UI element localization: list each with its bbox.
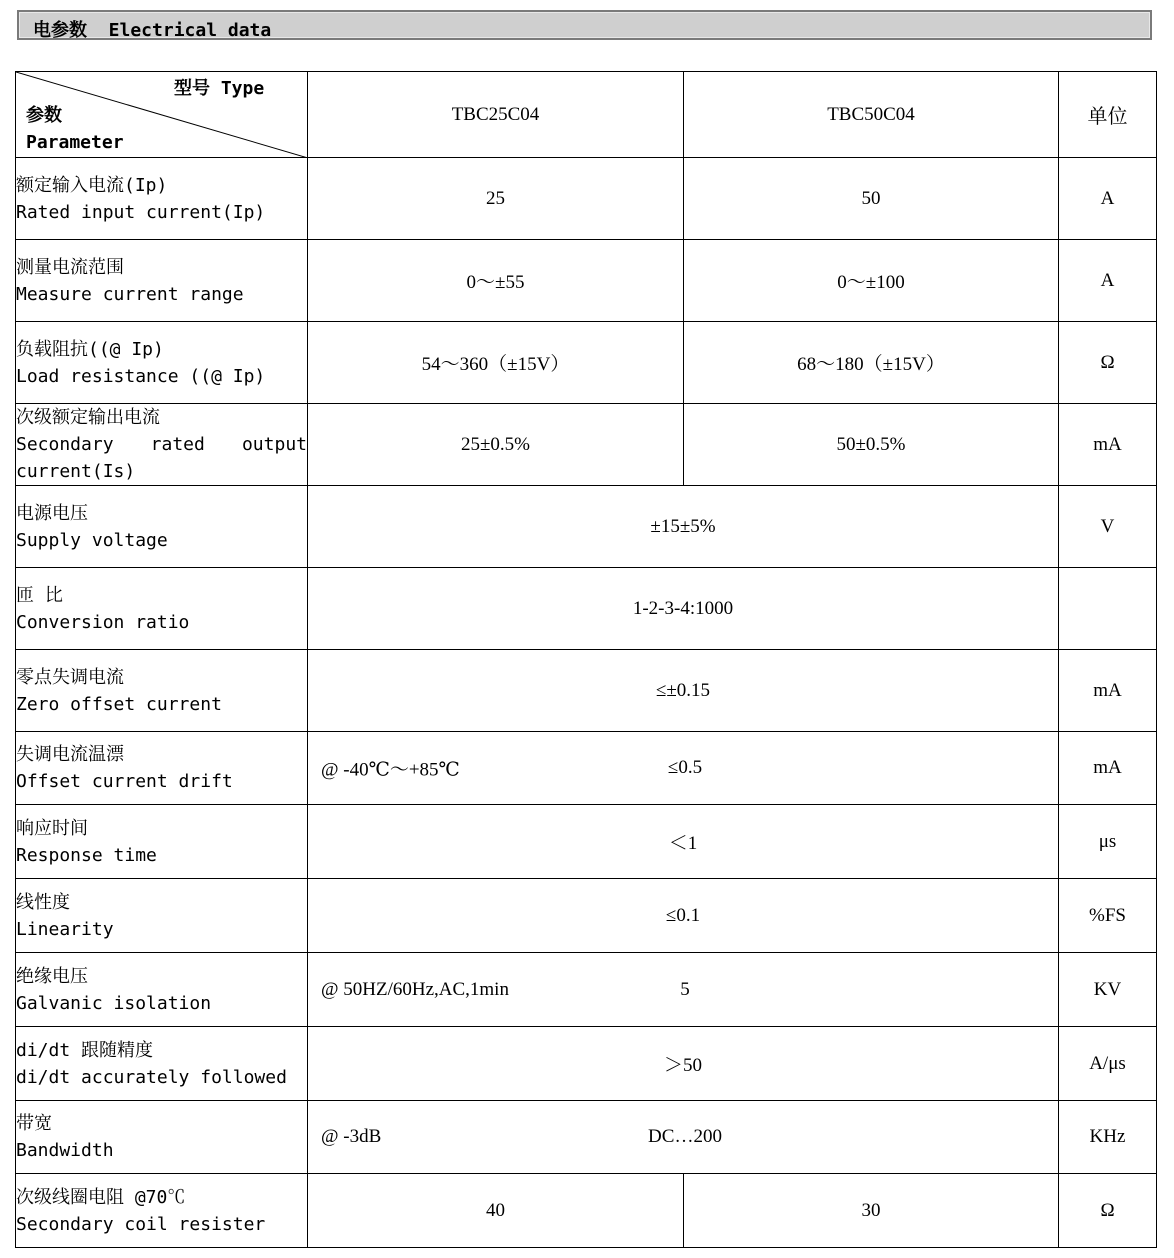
param-name-cn: 绝缘电压 [16, 965, 88, 987]
param-name-cn: 响应时间 [16, 817, 88, 839]
value-model-1: 25±0.5% [308, 404, 684, 486]
electrical-data-table [15, 71, 1157, 1248]
value-model-2: 0～±100 [684, 240, 1059, 322]
value-shared: ≤0.1 [308, 879, 1059, 953]
param-name-cn: 带宽 [16, 1113, 52, 1134]
value-shared: ≤±0.15 [308, 650, 1059, 732]
param-name-en: Measure current range [16, 283, 244, 305]
param-name-en: Load resistance ((@ Ip) [16, 365, 266, 387]
unit-header: 单位 [1059, 72, 1157, 158]
parameter-label [26, 102, 124, 156]
unit-cell: mA [1059, 732, 1157, 805]
value-shared: ＜1 [308, 805, 1059, 879]
unit-cell: Ω [1059, 322, 1157, 404]
parameter-label-en: Parameter [26, 132, 124, 153]
test-condition: @ -3dB [321, 1126, 382, 1147]
param-name-en: Offset current drift [16, 771, 233, 792]
param-name-en: Zero offset current [16, 693, 222, 715]
unit-cell: %FS [1059, 879, 1157, 953]
value-shared: ＞50 [308, 1027, 1059, 1101]
param-name-cn: 负载阻抗((@ Ip) [16, 338, 164, 360]
table-row [16, 322, 1157, 404]
header-diagonal-cell [16, 72, 308, 158]
unit-cell: A [1059, 240, 1157, 322]
model-header-1: TBC25C04 [308, 72, 684, 158]
param-name-cn: 额定输入电流(Ip) [16, 174, 168, 196]
unit-cell: V [1059, 486, 1157, 568]
value-model-1: 25 [308, 158, 684, 240]
unit-cell [1059, 568, 1157, 650]
param-name-en: di/dt accurately followed [16, 1066, 287, 1088]
unit-cell: Ω [1059, 1174, 1157, 1248]
param-name-en: Response time [16, 844, 157, 866]
param-name-en: Rated input current(Ip) [16, 201, 266, 223]
table-row [16, 1101, 1157, 1174]
value-model-1: 40 [308, 1174, 684, 1248]
param-name-cn: 匝 比 [16, 584, 63, 606]
table-row [16, 805, 1157, 879]
param-cell [16, 240, 308, 322]
param-name-en: Conversion ratio [16, 611, 190, 633]
value-model-2: 68～180（±15V） [684, 322, 1059, 404]
test-condition: @ -40℃～+85℃ [321, 759, 460, 781]
param-name-en: Supply voltage [16, 529, 168, 551]
param-name-cn: di/dt 跟随精度 [16, 1039, 154, 1061]
value-model-2: 30 [684, 1174, 1059, 1248]
unit-cell: μs [1059, 805, 1157, 879]
param-cell [16, 879, 308, 953]
value-model-1: 0～±55 [308, 240, 684, 322]
param-name-en: Linearity [16, 918, 114, 940]
table-header-row [16, 72, 1157, 158]
parameter-label-cn: 参数 [26, 105, 62, 126]
param-cell [16, 1027, 308, 1101]
unit-cell: A [1059, 158, 1157, 240]
type-label: 型号 Type [174, 78, 265, 99]
param-cell [16, 953, 308, 1027]
param-cell [16, 1174, 308, 1248]
param-name-cn: 零点失调电流 [16, 666, 124, 688]
param-name-en: Galvanic isolation [16, 992, 212, 1014]
value-text: DC…200 [648, 1126, 722, 1147]
table-row [16, 1027, 1157, 1101]
value-shared: 1-2-3-4:1000 [308, 568, 1059, 650]
model-header-2: TBC50C04 [684, 72, 1059, 158]
test-condition: @ 50HZ/60Hz,AC,1min [321, 978, 509, 1000]
table-row [16, 650, 1157, 732]
unit-cell: KHz [1059, 1101, 1157, 1174]
value-shared: ±15±5% [308, 486, 1059, 568]
param-name-cn: 次级额定输出电流 [16, 407, 160, 428]
param-name-en: Secondary coil resister [16, 1213, 266, 1235]
unit-cell: A/μs [1059, 1027, 1157, 1101]
table-row [16, 158, 1157, 240]
param-cell [16, 732, 308, 805]
table-row [16, 404, 1157, 486]
param-cell [16, 158, 308, 240]
param-cell [16, 404, 308, 486]
table-row [16, 486, 1157, 568]
value-text: 5 [680, 978, 690, 1000]
param-name-cn: 测量电流范围 [16, 256, 124, 278]
unit-cell: KV [1059, 953, 1157, 1027]
value-shared [308, 1101, 1059, 1174]
param-cell [16, 650, 308, 732]
table-row [16, 240, 1157, 322]
value-model-2: 50±0.5% [684, 404, 1059, 486]
table-row [16, 1174, 1157, 1248]
table-row [16, 953, 1157, 1027]
table-row [16, 568, 1157, 650]
param-name-cn: 失调电流温漂 [16, 744, 124, 765]
param-cell [16, 1101, 308, 1174]
value-model-1: 54～360（±15V） [308, 322, 684, 404]
value-model-2: 50 [684, 158, 1059, 240]
value-text: ≤0.5 [667, 757, 703, 778]
table-row [16, 879, 1157, 953]
unit-cell: mA [1059, 404, 1157, 486]
param-cell [16, 486, 308, 568]
param-cell [16, 568, 308, 650]
param-name-en: Secondary rated output current(Is) [16, 434, 307, 482]
section-title-bar [17, 10, 1152, 40]
param-name-en: Bandwidth [16, 1140, 114, 1161]
param-name-cn: 线性度 [16, 891, 70, 913]
value-shared [308, 953, 1059, 1027]
table-row [16, 732, 1157, 805]
param-cell [16, 322, 308, 404]
section-title: 电参数 Electrical data [33, 20, 272, 41]
unit-cell: mA [1059, 650, 1157, 732]
param-name-cn: 电源电压 [16, 502, 88, 524]
param-name-cn: 次级线圈电阻 @70℃ [16, 1186, 186, 1208]
param-cell [16, 805, 308, 879]
value-shared [308, 732, 1059, 805]
